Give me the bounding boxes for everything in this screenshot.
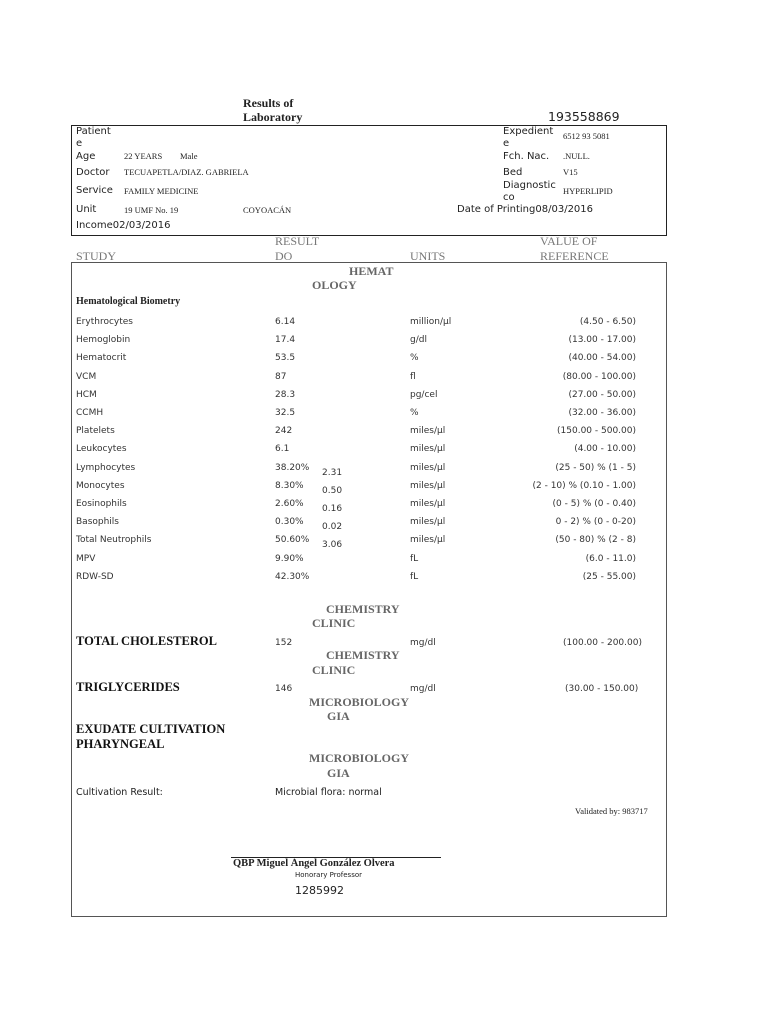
expedient-label-line1: Expedient xyxy=(503,126,554,137)
exudate-name xyxy=(76,722,225,752)
chem2-heading-line2: CLINIC xyxy=(312,663,356,677)
col-study: STUDY xyxy=(76,249,117,263)
micro2-heading-line2: GIA xyxy=(327,766,350,780)
service-value: FAMILY MEDICINE xyxy=(124,186,199,196)
hem-row-units: miles/µl xyxy=(410,481,446,491)
hem-row-units: g/dl xyxy=(410,335,427,345)
hem-row-name: Total Neutrophils xyxy=(76,535,152,545)
unit-label: Unit xyxy=(76,204,97,215)
bed-label: Bed xyxy=(503,167,523,178)
triglycerides-units: mg/dl xyxy=(410,684,436,694)
hem-row-reference: (25 - 55.00) xyxy=(582,572,636,582)
patient-label-line1: Patient xyxy=(76,126,111,137)
hem-row-name: HCM xyxy=(76,390,97,400)
doctor-value: TECUAPETLA/DIAZ. GABRIELA xyxy=(124,167,249,177)
hem-row-result: 28.3 xyxy=(275,390,296,400)
hem-row-name: Basophils xyxy=(76,517,119,527)
hem-row-reference: (80.00 - 100.00) xyxy=(562,372,636,382)
hem-row-name: Erythrocytes xyxy=(76,317,133,327)
bed-value: V15 xyxy=(563,167,578,177)
diagnostic-label-line2: co xyxy=(503,192,515,203)
chem1-heading-line2: CLINIC xyxy=(312,616,356,630)
signer-title: Honorary Professor xyxy=(295,871,363,879)
birthdate-value: .NULL. xyxy=(563,151,590,161)
hem-row-result: 6.1 xyxy=(275,444,290,454)
cultivation-value: Microbial flora: normal xyxy=(275,787,382,798)
hem-row-result: 42.30% xyxy=(275,572,310,582)
hem-row-result: 8.30% xyxy=(275,481,304,491)
report-title-line2: Laboratory xyxy=(243,110,303,124)
age-label: Age xyxy=(76,151,96,162)
hem-row-result: 38.20% xyxy=(275,463,310,473)
hematology-subheading: Hematological Biometry xyxy=(76,296,181,307)
hem-row-name: MPV xyxy=(76,554,96,564)
chem2-heading-line1: CHEMISTRY xyxy=(326,648,400,662)
hem-row-result: 242 xyxy=(275,426,293,436)
hem-row-units: miles/µl xyxy=(410,444,446,454)
cholesterol-units: mg/dl xyxy=(410,638,436,648)
hematology-heading-line1: HEMAT xyxy=(349,264,394,278)
doctor-label: Doctor xyxy=(76,167,110,178)
income-date: Income02/03/2016 xyxy=(76,220,171,231)
report-title-line1: Results of xyxy=(243,96,294,110)
age-value: 22 YEARS xyxy=(124,151,163,161)
hem-row-reference: (150.00 - 500.00) xyxy=(557,426,636,436)
hem-row-units: miles/µl xyxy=(410,463,446,473)
sex-value: Male xyxy=(180,151,198,161)
hem-row-name: Monocytes xyxy=(76,481,125,491)
hem-row-name: CCMH xyxy=(76,408,104,418)
micro2-heading-line1: MICROBIOLOGY xyxy=(309,751,410,765)
hem-row-name: Leukocytes xyxy=(76,444,127,454)
cholesterol-ref: (100.00 - 200.00) xyxy=(563,638,642,648)
hem-row-name: VCM xyxy=(76,372,97,382)
expedient-label-line2: e xyxy=(503,138,510,149)
expedient-label xyxy=(503,126,553,150)
hem-row-reference: 0 - 2) % (0 - 0-20) xyxy=(555,517,636,527)
hem-row-result: 17.4 xyxy=(275,335,296,345)
signer-id: 1285992 xyxy=(295,884,344,897)
diagnostic-value: HYPERLIPID xyxy=(563,186,613,196)
hem-row-absolute: 0.50 xyxy=(322,486,343,496)
signer-name: QBP Miguel Ángel González Olvera xyxy=(233,858,395,869)
hem-row-name: Hematocrit xyxy=(76,353,127,363)
validated-by: Validated by: 983717 xyxy=(575,806,648,816)
hem-row-result: 32.5 xyxy=(275,408,296,418)
print-date-label: Date of Printing xyxy=(457,204,536,215)
micro1-heading-line2: GIA xyxy=(327,709,350,723)
col-reference-line2: REFERENCE xyxy=(540,249,609,263)
col-units: UNITS xyxy=(410,249,446,263)
patient-label-line2: e xyxy=(76,138,83,149)
hem-row-result: 6.14 xyxy=(275,317,296,327)
hem-row-absolute: 2.31 xyxy=(322,468,343,478)
hem-row-units: miles/µl xyxy=(410,499,446,509)
hem-row-result: 9.90% xyxy=(275,554,304,564)
birthdate-label: Fch. Nac. xyxy=(503,151,550,162)
hem-row-absolute: 0.16 xyxy=(322,504,343,514)
print-date-value: 08/03/2016 xyxy=(535,204,594,215)
cholesterol-result: 152 xyxy=(275,638,293,648)
hem-row-units: miles/µl xyxy=(410,535,446,545)
hem-row-reference: (6.0 - 11.0) xyxy=(585,554,636,564)
exudate-name-line2: PHARYNGEAL xyxy=(76,737,165,751)
hem-row-reference: (0 - 5) % (0 - 0.40) xyxy=(552,499,636,509)
diagnostic-label xyxy=(503,180,556,204)
hem-row-reference: (25 - 50) % (1 - 5) xyxy=(555,463,636,473)
hem-row-units: pg/cel xyxy=(410,390,438,400)
exudate-name-line1: EXUDATE CULTIVATION xyxy=(76,722,226,736)
hem-row-result: 2.60% xyxy=(275,499,304,509)
hematology-heading-line2: OLOGY xyxy=(312,278,357,292)
hem-row-reference: (4.00 - 10.00) xyxy=(574,444,636,454)
hem-row-reference: (40.00 - 54.00) xyxy=(568,353,636,363)
hem-row-name: Platelets xyxy=(76,426,115,436)
hem-row-units: fL xyxy=(410,554,419,564)
hem-row-result: 0.30% xyxy=(275,517,304,527)
chem1-heading-line1: CHEMISTRY xyxy=(326,602,400,616)
hem-row-name: Hemoglobin xyxy=(76,335,131,345)
triglycerides-result: 146 xyxy=(275,684,293,694)
hem-row-name: Eosinophils xyxy=(76,499,127,509)
report-title xyxy=(243,96,302,124)
expedient-value: 6512 93 5081 xyxy=(563,131,610,141)
hem-row-units: fL xyxy=(410,572,419,582)
hem-row-units: % xyxy=(410,353,419,363)
hem-row-result: 53.5 xyxy=(275,353,296,363)
hem-row-units: % xyxy=(410,408,419,418)
hem-row-units: fl xyxy=(410,372,416,382)
hem-row-reference: (50 - 80) % (2 - 8) xyxy=(555,535,636,545)
col-result-line1: RESULT xyxy=(275,234,320,248)
hem-row-reference: (27.00 - 50.00) xyxy=(568,390,636,400)
hem-row-absolute: 0.02 xyxy=(322,522,343,532)
hem-row-absolute: 3.06 xyxy=(322,540,343,550)
cholesterol-name: TOTAL CHOLESTEROL xyxy=(76,634,217,648)
hem-row-name: Lymphocytes xyxy=(76,463,136,473)
hem-row-reference: (2 - 10) % (0.10 - 1.00) xyxy=(532,481,636,491)
patient-label xyxy=(76,126,111,150)
hem-row-units: miles/µl xyxy=(410,517,446,527)
print-date xyxy=(457,204,593,216)
hem-row-units: million/µl xyxy=(410,317,452,327)
col-result xyxy=(275,234,319,264)
hem-row-reference: (13.00 - 17.00) xyxy=(568,335,636,345)
hem-row-result: 87 xyxy=(275,372,287,382)
hem-row-units: miles/µl xyxy=(410,426,446,436)
cultivation-label: Cultivation Result: xyxy=(76,787,163,798)
unit-city: COYOACÁN xyxy=(243,205,292,215)
micro1-heading-line1: MICROBIOLOGY xyxy=(309,695,410,709)
triglycerides-name: TRIGLYCERIDES xyxy=(76,680,180,694)
service-label: Service xyxy=(76,185,113,196)
triglycerides-ref: (30.00 - 150.00) xyxy=(565,684,639,694)
col-reference-line1: VALUE OF xyxy=(540,234,598,248)
report-code: 193558869 xyxy=(548,109,620,124)
col-result-line2: DO xyxy=(275,249,293,263)
hem-row-result: 50.60% xyxy=(275,535,310,545)
diagnostic-label-line1: Diagnostic xyxy=(503,180,556,191)
hem-row-reference: (4.50 - 6.50) xyxy=(579,317,636,327)
hem-row-name: RDW-SD xyxy=(76,572,114,582)
unit-value: 19 UMF No. 19 xyxy=(124,205,179,215)
hem-row-reference: (32.00 - 36.00) xyxy=(568,408,636,418)
col-reference xyxy=(540,234,609,264)
